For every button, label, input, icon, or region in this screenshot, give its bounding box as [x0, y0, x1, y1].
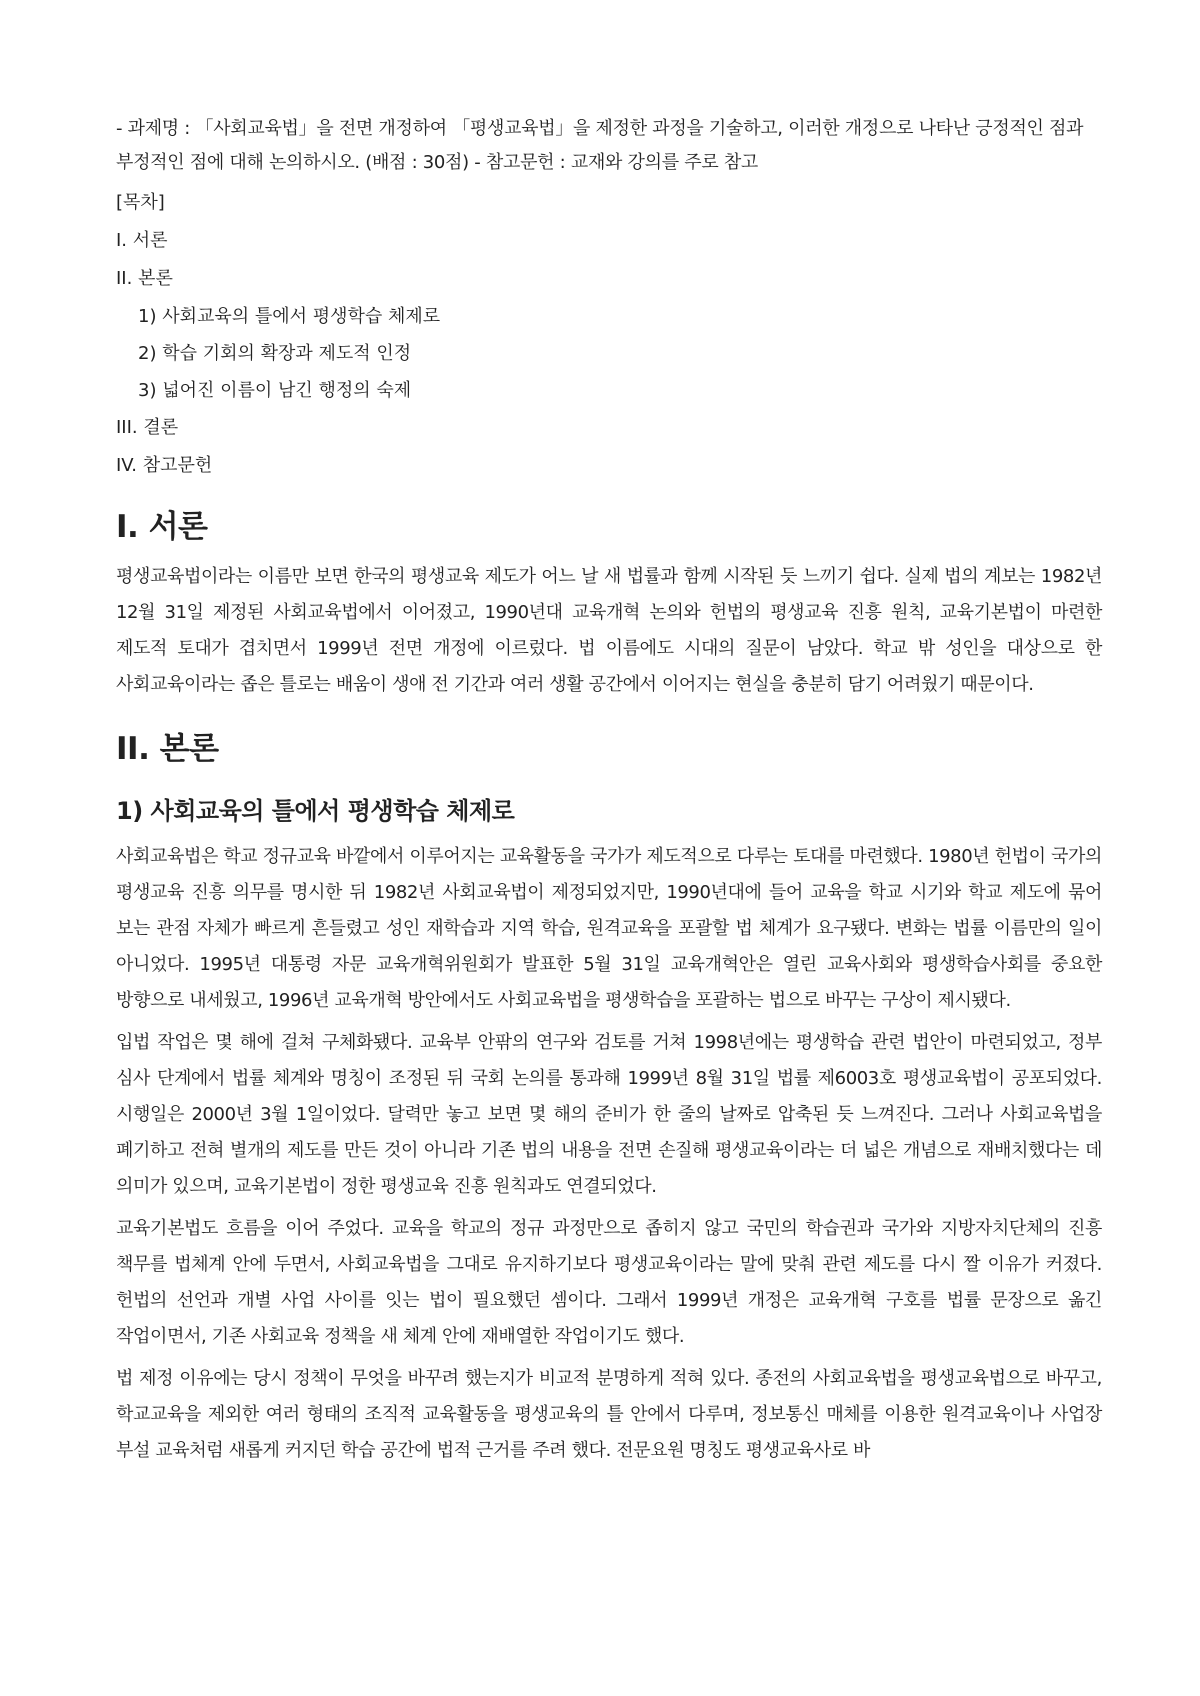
toc-item-references: IV. 참고문헌	[116, 455, 213, 476]
table-of-contents	[116, 226, 1102, 481]
body-paragraph: 사회교육법은 학교 정규교육 바깥에서 이루어지는 교육활동을 국가가 제도적으로 다루는 토대를 마련했다. 1980년 헌법이 국가의 평생교육 진흥 의무를 명시한 뒤 1982년 사회교육법이 제정되었지만, 1990년대에 들어 교육을 학교 시기와 학교 제도에 묶어 보는 관점 자체가 빠르게 흔들렸고 성인 재학습과 지역 학습, 원격교육을 포괄할 법 체계가 요구됐다. 변화는 법률 이름만의 일이 아니었다. 1995년 대통령 자문 교육개혁위원회가 발표한 5월 31일 교육개혁안은 열린 교육사회와 평생학습사회를 중요한 방향으로 내세웠고, 1996년 교육개혁 방안에서도 사회교육법을 평생학습을 포괄하는 법으로 바꾸는 구상이 제시됐다.	[116, 846, 1102, 1011]
document-page	[116, 112, 1102, 1475]
intro-heading: I. 서론	[116, 509, 208, 545]
toc-item-body: II. 본론	[116, 268, 173, 289]
toc-title: [목차]	[116, 192, 165, 213]
assignment-info: - 과제명 : 「사회교육법」을 전면 개정하여 「평생교육법」을 제정한 과정을 기술하고, 이러한 개정으로 나타난 긍정적인 점과 부정적인 점에 대해 논의하시오. (배점 : 30점) - 참고문헌 : 교재와 강의를 주로 참고	[116, 118, 1084, 173]
toc-item-body-1: 1) 사회교육의 틀에서 평생학습 체제로	[138, 306, 441, 327]
body-paragraph: 교육기본법도 흐름을 이어 주었다. 교육을 학교의 정규 과정만으로 좁히지 않고 국민의 학습권과 국가와 지방자치단체의 진흥 책무를 법체계 안에 두면서, 사회교육법을 그대로 유지하기보다 평생교육이라는 말에 맞춰 관련 제도를 다시 짤 이유가 커졌다. 헌법의 선언과 개별 사업 사이를 잇는 법이 필요했던 셈이다. 그래서 1999년 개정은 교육개혁 구호를 법률 문장으로 옮긴 작업이면서, 기존 사회교육 정책을 새 체계 안에 재배열한 작업이기도 했다.	[116, 1218, 1102, 1347]
toc-item-body-3: 3) 넓어진 이름이 남긴 행정의 숙제	[138, 380, 412, 401]
body-paragraph: 법 제정 이유에는 당시 정책이 무엇을 바꾸려 했는지가 비교적 분명하게 적혀 있다. 종전의 사회교육법을 평생교육법으로 바꾸고, 학교교육을 제외한 여러 형태의 조직적 교육활동을 평생교육의 틀 안에서 다루며, 정보통신 매체를 이용한 원격교육이나 사업장 부설 교육처럼 새롭게 커지던 학습 공간에 법적 근거를 주려 했다. 전문요원 명칭도 평생교육사로 바	[116, 1368, 1102, 1461]
toc-item-intro: I. 서론	[116, 230, 168, 251]
body-heading: II. 본론	[116, 731, 219, 767]
body-paragraph: 입법 작업은 몇 해에 걸쳐 구체화됐다. 교육부 안팎의 연구와 검토를 거쳐 1998년에는 평생학습 관련 법안이 마련되었고, 정부 심사 단계에서 법률 체계와 명칭이 조정된 뒤 국회 논의를 통과해 1999년 8월 31일 법률 제6003호 평생교육법이 공포되었다. 시행일은 2000년 3월 1일이었다. 달력만 놓고 보면 몇 해의 준비가 한 줄의 날짜로 압축된 듯 느껴진다. 그러나 사회교육법을 폐기하고 전혀 별개의 제도를 만든 것이 아니라 기존 법의 내용을 전면 손질해 평생교육이라는 더 넓은 개념으로 재배치했다는 데 의미가 있으며, 교육기본법이 정한 평생교육 진흥 원칙과도 연결되었다.	[116, 1032, 1102, 1197]
toc-item-body-2: 2) 학습 기회의 확장과 제도적 인정	[138, 343, 412, 364]
subsection-1-heading: 1) 사회교육의 틀에서 평생학습 체제로	[116, 797, 515, 825]
toc-item-conclusion: III. 결론	[116, 417, 179, 438]
intro-paragraph: 평생교육법이라는 이름만 보면 한국의 평생교육 제도가 어느 날 새 법률과 함께 시작된 듯 느끼기 쉽다. 실제 법의 계보는 1982년 12월 31일 제정된 사회교육법에서 이어졌고, 1990년대 교육개혁 논의와 헌법의 평생교육 진흥 원칙, 교육기본법이 마련한 제도적 토대가 겹치면서 1999년 전면 개정에 이르렀다. 법 이름에도 시대의 질문이 남았다. 학교 밖 성인을 대상으로 한 사회교육이라는 좁은 틀로는 배움이 생애 전 기간과 여러 생활 공간에서 이어지는 현실을 충분히 담기 어려웠기 때문이다.	[116, 566, 1102, 695]
